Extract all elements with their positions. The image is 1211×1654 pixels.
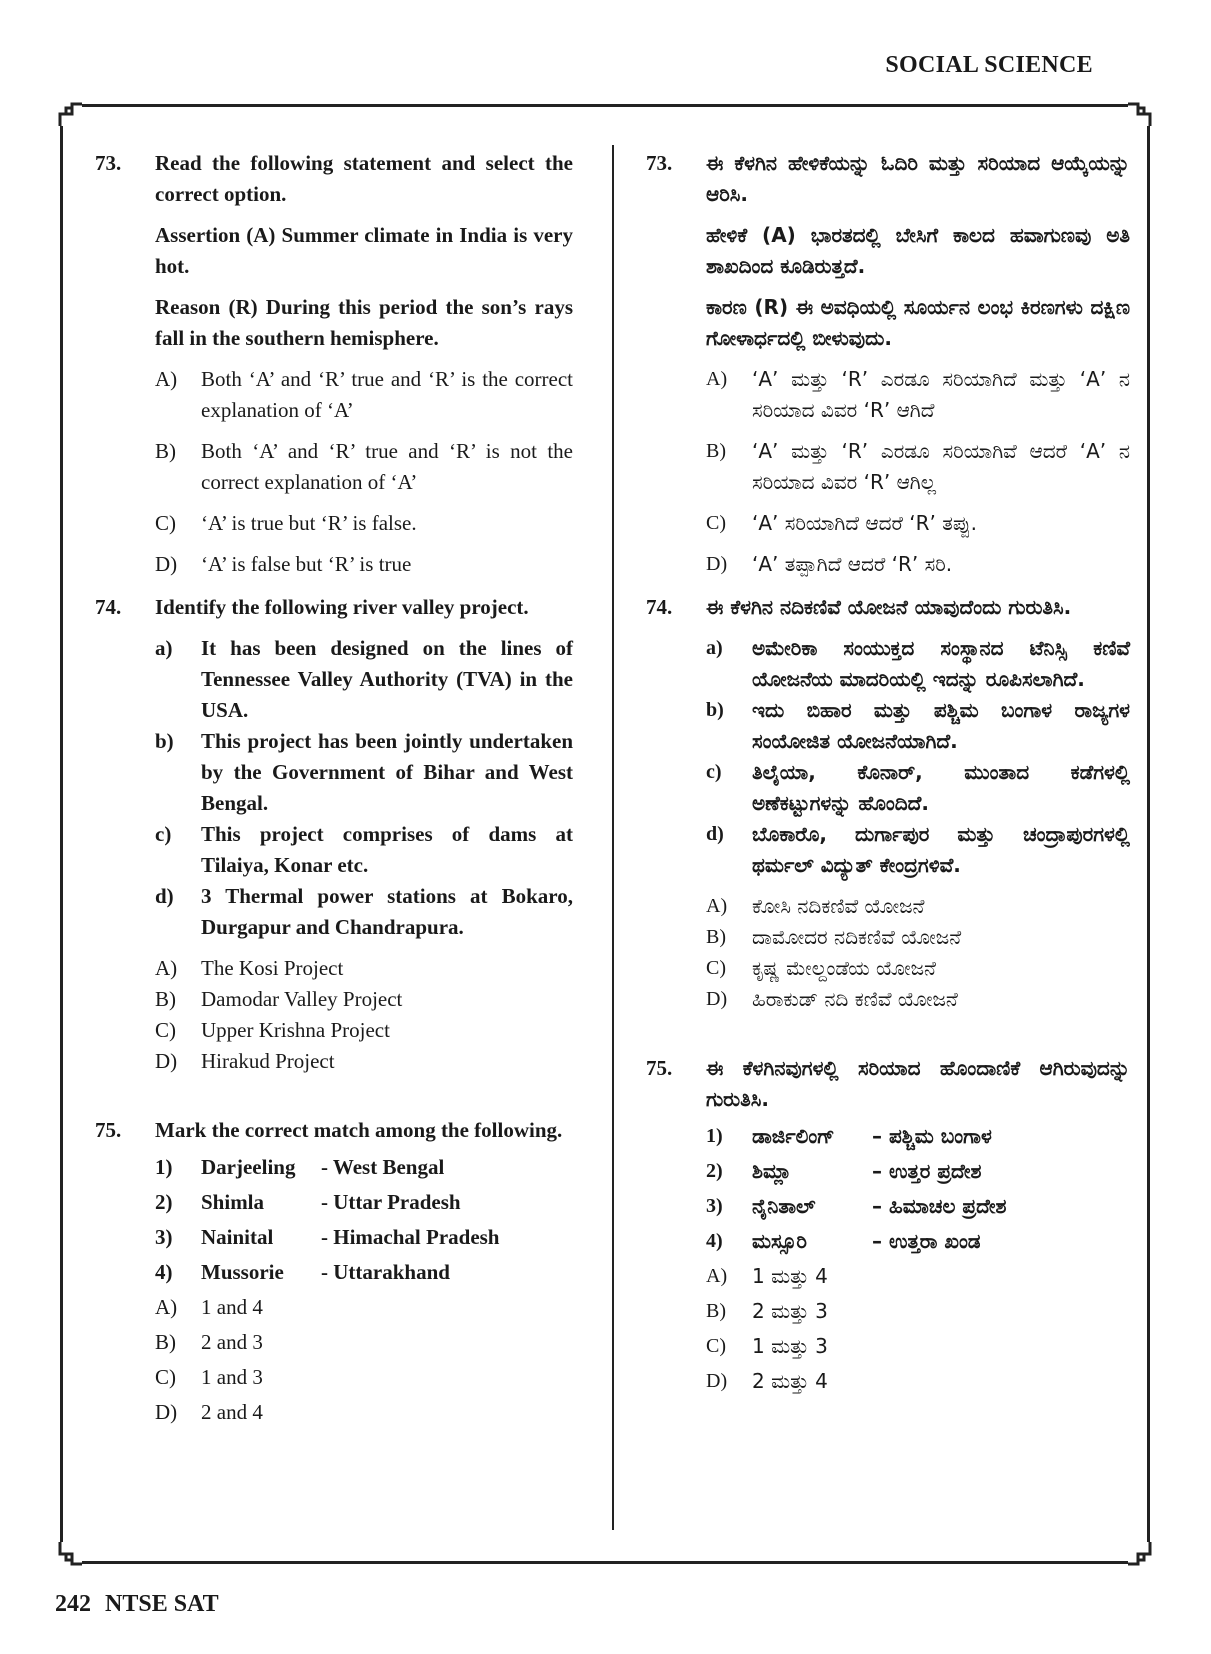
question-75-kannada (646, 1053, 1130, 1397)
option-text: 1 ಮತ್ತು 3 (752, 1334, 828, 1358)
question-number: 74. (95, 595, 122, 619)
option (706, 1261, 1130, 1292)
option (706, 984, 1130, 1015)
clue (155, 726, 573, 819)
border-top (82, 104, 1128, 107)
question-75 (95, 1115, 573, 1428)
option-label: A) (706, 1265, 728, 1287)
option-label: B) (706, 440, 726, 462)
pair-state: – ಪಶ್ಚಿಮ ಬಂಗಾಳ (872, 1124, 992, 1148)
option-label: C) (155, 1018, 176, 1042)
corner-ornament-icon (58, 102, 82, 126)
option (706, 1331, 1130, 1362)
page-number: 242 (55, 1591, 91, 1617)
pair-place: Shimla (201, 1190, 265, 1214)
option-label: B) (155, 1330, 176, 1354)
option-text: 1 and 4 (201, 1295, 263, 1319)
pair-state: - Uttarakhand (321, 1260, 450, 1284)
corner-ornament-icon (1128, 1542, 1152, 1566)
option (706, 508, 1130, 539)
clue (155, 881, 573, 943)
question-number: 75. (95, 1118, 122, 1142)
english-column (95, 148, 573, 1428)
kannada-column (646, 148, 1130, 1397)
pair-place: ಶಿಮ್ಲಾ (752, 1159, 792, 1183)
option-text: 1 ಮತ್ತು 4 (752, 1264, 828, 1288)
match-pair (706, 1121, 1130, 1152)
match-pair (706, 1226, 1130, 1257)
question-number: 74. (646, 595, 673, 619)
pair-place: ಡಾರ್ಜಿಲಿಂಗ್ (752, 1124, 835, 1148)
option-text: 1 and 3 (201, 1365, 263, 1389)
reason: ಕಾರಣ (R) ಈ ಅವಧಿಯಲ್ಲಿ ಸೂರ್ಯನ ಲಂಭ ಕಿರಣಗಳು ದಕ್ಷಿಣ ಗೋಳಾರ್ಧದಲ್ಲಿ ಬೀಳುವುದು. (706, 295, 1130, 350)
option (155, 953, 573, 984)
pair-place: Nainital (201, 1225, 274, 1249)
question-number: 75. (646, 1056, 673, 1080)
pair-place: ನೈನಿತಾಲ್ (752, 1194, 816, 1218)
option-text: Upper Krishna Project (201, 1018, 390, 1042)
option-label: D) (706, 988, 728, 1010)
assertion: ಹೇಳಿಕೆ (A) ಭಾರತದಲ್ಲಿ ಬೇಸಿಗೆ ಕಾಲದ ಹವಾಗುಣವು ಅತಿ ಶಾಖದಿಂದ ಕೂಡಿರುತ್ತದೆ. (706, 223, 1130, 278)
option-text: ‘A’ ತಪ್ಪಾಗಿದೆ ಆದರೆ ‘R’ ಸರಿ. (752, 552, 953, 576)
option (155, 549, 573, 580)
clue (155, 633, 573, 726)
option-text: ‘A’ ಮತ್ತು ‘R’ ಎರಡೂ ಸರಿಯಾಗಿವೆ ಆದರೆ ‘A’ ನ ಸರಿಯಾದ ವಿವರ ‘R’ ಆಗಿಲ್ಲ (752, 439, 1130, 494)
pair-label: 1) (706, 1125, 723, 1147)
clue-label: c) (706, 761, 722, 783)
pair-label: 4) (155, 1260, 173, 1284)
reason: Reason (R) During this period the son’s rays fall in the southern hemisphere. (155, 295, 573, 350)
option (155, 984, 573, 1015)
border-left (60, 126, 63, 1542)
pair-label: 3) (706, 1195, 723, 1217)
option-label: A) (155, 1295, 178, 1319)
corner-ornament-icon (1128, 102, 1152, 126)
border-bottom (82, 1561, 1128, 1564)
option-label: D) (706, 553, 728, 575)
clue-label: c) (155, 822, 172, 846)
clue-label: b) (155, 729, 174, 753)
question-prompt: ಈ ಕೆಳಗಿನ ನದಿಕಣಿವೆ ಯೋಜನೆ ಯಾವುದೆಂದು ಗುರುತಿಸಿ. (706, 595, 1072, 619)
match-pair (155, 1152, 573, 1183)
option-text: ಕೋಸಿ ನದಿಕಣಿವೆ ಯೋಜನೆ (752, 894, 925, 918)
option-label: D) (706, 1370, 728, 1392)
option-text: Damodar Valley Project (201, 987, 403, 1011)
question-73-kannada (646, 148, 1130, 580)
option (706, 436, 1130, 498)
option (155, 436, 573, 498)
option (155, 1292, 573, 1323)
clue (706, 695, 1130, 757)
subject-header: SOCIAL SCIENCE (885, 52, 1093, 78)
clue (155, 819, 573, 881)
option-text: ದಾಮೋದರ ನದಿಕಣಿವೆ ಯೋಜನೆ (752, 925, 962, 949)
assertion: Assertion (A) Summer climate in India is very hot. (155, 223, 573, 278)
option (155, 1015, 573, 1046)
option-label: C) (155, 511, 176, 535)
option-label: A) (706, 895, 728, 917)
option-label: B) (706, 1300, 726, 1322)
question-prompt: Identify the following river valley project. (155, 595, 529, 619)
option-text: The Kosi Project (201, 956, 344, 980)
match-pair (155, 1187, 573, 1218)
option (155, 1362, 573, 1393)
match-pair (155, 1222, 573, 1253)
option (706, 364, 1130, 426)
option (706, 549, 1130, 580)
clue-text: ಅಮೇರಿಕಾ ಸಂಯುಕ್ತದ ಸಂಸ್ಥಾನದ ಟೆನಿಸ್ಸಿ ಕಣಿವೆ ಯೋಜನೆಯ ಮಾದರಿಯಲ್ಲಿ ಇದನ್ನು ರೂಪಿಸಲಾಗಿದೆ. (752, 636, 1130, 691)
question-73 (95, 148, 573, 580)
match-pair (706, 1191, 1130, 1222)
option-label: C) (706, 1335, 726, 1357)
option-text: ‘A’ is true but ‘R’ is false. (201, 511, 417, 535)
border-right (1147, 126, 1150, 1542)
page-footer (55, 1591, 233, 1618)
option-text: 2 ಮತ್ತು 3 (752, 1299, 828, 1323)
option-label: C) (155, 1365, 176, 1389)
option (155, 1046, 573, 1077)
question-prompt: Mark the correct match among the following. (155, 1118, 563, 1142)
option-text: ‘A’ ಮತ್ತು ‘R’ ಎರಡೂ ಸರಿಯಾಗಿದೆ ಮತ್ತು ‘A’ ನ ಸರಿಯಾದ ವಿವರ ‘R’ ಆಗಿದೆ (752, 367, 1130, 422)
corner-ornament-icon (58, 1542, 82, 1566)
option-label: C) (706, 957, 726, 979)
option (155, 508, 573, 539)
option-label: D) (155, 1049, 178, 1073)
clue-text: It has been designed on the lines of Tennessee Valley Authority (TVA) in the USA. (201, 636, 573, 722)
option-label: D) (155, 1400, 178, 1424)
clue (706, 757, 1130, 819)
option (706, 1296, 1130, 1327)
option-label: B) (155, 987, 176, 1011)
option (155, 1397, 573, 1428)
clue-label: a) (155, 636, 173, 660)
question-prompt: Read the following statement and select the correct option. (155, 151, 573, 206)
exam-name: NTSE SAT (105, 1591, 219, 1617)
clue-text: ತಿಲೈಯಾ, ಕೊನಾರ್, ಮುಂತಾದ ಕಡೆಗಳಲ್ಲಿ ಅಣೆಕಟ್ಟುಗಳನ್ನು ಹೊಂದಿದೆ. (752, 760, 1130, 815)
option-label: D) (155, 552, 178, 576)
option (706, 953, 1130, 984)
option-text: ‘A’ ಸರಿಯಾಗಿದೆ ಆದರೆ ‘R’ ತಪ್ಪು. (752, 511, 978, 535)
clue-text: This project has been jointly undertaken by the Government of Bihar and West Bengal. (201, 729, 573, 815)
clue-text: ಬೊಕಾರೊ, ದುರ್ಗಾಪುರ ಮತ್ತು ಚಂದ್ರಾಪುರಗಳಲ್ಲಿ ಥರ್ಮಲ್ ವಿದ್ಯುತ್ ಕೇಂದ್ರಗಳಿವೆ. (752, 822, 1130, 877)
option-label: B) (155, 439, 176, 463)
option-label: A) (155, 956, 178, 980)
pair-state: - West Bengal (321, 1155, 445, 1179)
option-text: 2 and 4 (201, 1400, 263, 1424)
clue-text: This project comprises of dams at Tilaiya, Konar etc. (201, 822, 573, 877)
option (706, 891, 1130, 922)
question-prompt: ಈ ಕೆಳಗಿನ ಹೇಳಿಕೆಯನ್ನು ಓದಿರಿ ಮತ್ತು ಸರಿಯಾದ ಆಯ್ಕೆಯನ್ನು ಆರಿಸಿ. (706, 151, 1130, 206)
option-label: A) (706, 368, 728, 390)
clue (706, 819, 1130, 881)
pair-place: Darjeeling (201, 1155, 296, 1179)
pair-label: 2) (155, 1190, 173, 1214)
match-pair (155, 1257, 573, 1288)
option-label: A) (155, 367, 178, 391)
option-text: ಕೃಷ್ಣ ಮೇಲ್ದಂಡೆಯ ಯೋಜನೆ (752, 956, 936, 980)
pair-label: 1) (155, 1155, 173, 1179)
clue (706, 633, 1130, 695)
clue-label: a) (706, 637, 723, 659)
option-text: Both ‘A’ and ‘R’ true and ‘R’ is the correct explanation of ‘A’ (201, 367, 573, 422)
pair-state: - Uttar Pradesh (321, 1190, 461, 1214)
pair-place: ಮಸ್ಸೂರಿ (752, 1229, 807, 1253)
pair-state: - Himachal Pradesh (321, 1225, 500, 1249)
question-74-kannada (646, 592, 1130, 1015)
pair-place: Mussorie (201, 1260, 284, 1284)
option-text: ‘A’ is false but ‘R’ is true (201, 552, 412, 576)
clue-text: ಇದು ಬಿಹಾರ ಮತ್ತು ಪಶ್ಚಿಮ ಬಂಗಾಳ ರಾಜ್ಯಗಳ ಸಂಯೋಜಿತ ಯೋಜನೆಯಾಗಿದೆ. (752, 698, 1130, 753)
pair-state: – ಹಿಮಾಚಲ ಪ್ರದೇಶ (872, 1194, 1007, 1218)
question-number: 73. (95, 151, 122, 175)
option-label: B) (706, 926, 726, 948)
option-text: Both ‘A’ and ‘R’ true and ‘R’ is not the correct explanation of ‘A’ (201, 439, 573, 494)
option-text: 2 ಮತ್ತು 4 (752, 1369, 828, 1393)
option (155, 364, 573, 426)
pair-state: – ಉತ್ತರ ಪ್ರದೇಶ (872, 1159, 982, 1183)
clue-label: d) (155, 884, 174, 908)
pair-state: – ಉತ್ತರಾ ಖಂಡ (872, 1229, 981, 1253)
clue-label: b) (706, 699, 724, 721)
question-number: 73. (646, 151, 673, 175)
clue-text: 3 Thermal power stations at Bokaro, Durgapur and Chandrapura. (201, 884, 573, 939)
option-text: Hirakud Project (201, 1049, 335, 1073)
pair-label: 2) (706, 1160, 723, 1182)
column-divider (612, 145, 614, 1530)
option (706, 922, 1130, 953)
pair-label: 3) (155, 1225, 173, 1249)
option-text: 2 and 3 (201, 1330, 263, 1354)
option-text: ಹಿರಾಕುಡ್ ನದಿ ಕಣಿವೆ ಯೋಜನೆ (752, 987, 958, 1011)
question-prompt: ಈ ಕೆಳಗಿನವುಗಳಲ್ಲಿ ಸರಿಯಾದ ಹೊಂದಾಣಿಕೆ ಆಗಿರುವುದನ್ನು ಗುರುತಿಸಿ. (706, 1056, 1130, 1111)
option (155, 1327, 573, 1358)
clue-label: d) (706, 823, 724, 845)
question-74 (95, 592, 573, 1077)
option-label: C) (706, 512, 726, 534)
match-pair (706, 1156, 1130, 1187)
pair-label: 4) (706, 1230, 723, 1252)
option (706, 1366, 1130, 1397)
